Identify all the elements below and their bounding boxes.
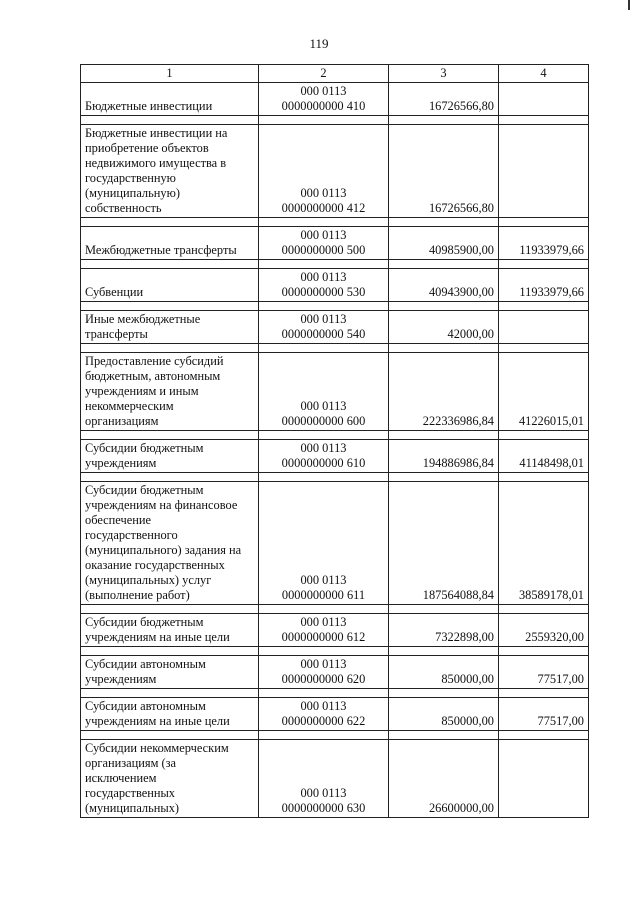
row-name: Бюджетные инвестиции на приобретение объектов недвижимого имущества в государственную (муниципальную) собственность	[81, 125, 259, 218]
spacer-cell	[499, 647, 589, 656]
spacer-cell	[499, 731, 589, 740]
row-value-col3: 187564088,84	[389, 482, 499, 605]
spacer-cell	[499, 431, 589, 440]
row-value-col3: 7322898,00	[389, 614, 499, 647]
spacer-cell	[81, 260, 259, 269]
row-name: Бюджетные инвестиции	[81, 83, 259, 116]
row-name: Субсидии бюджетным учреждениям на иные цели	[81, 614, 259, 647]
row-value-col4: 41226015,01	[499, 353, 589, 431]
spacer-cell	[499, 116, 589, 125]
spacer-cell	[259, 116, 389, 125]
spacer-cell	[499, 473, 589, 482]
spacer-cell	[389, 689, 499, 698]
spacer-cell	[81, 689, 259, 698]
table-row	[81, 656, 589, 689]
spacer-cell	[259, 473, 389, 482]
table-row	[81, 83, 589, 116]
spacer-cell	[499, 218, 589, 227]
row-value-col3: 850000,00	[389, 698, 499, 731]
row-spacer	[81, 605, 589, 614]
spacer-cell	[81, 605, 259, 614]
table-row	[81, 125, 589, 218]
spacer-cell	[389, 473, 499, 482]
row-code: 000 0113 0000000000 620	[259, 656, 389, 689]
spacer-cell	[389, 116, 499, 125]
row-code: 000 0113 0000000000 500	[259, 227, 389, 260]
spacer-cell	[499, 344, 589, 353]
row-value-col4	[499, 740, 589, 818]
table-row	[81, 311, 589, 344]
row-spacer	[81, 431, 589, 440]
spacer-cell	[389, 431, 499, 440]
spacer-cell	[389, 605, 499, 614]
column-header-4: 4	[499, 65, 589, 83]
row-spacer	[81, 689, 589, 698]
row-name: Межбюджетные трансферты	[81, 227, 259, 260]
budget-table	[80, 64, 589, 818]
spacer-cell	[81, 731, 259, 740]
row-value-col3: 16726566,80	[389, 83, 499, 116]
table-row	[81, 614, 589, 647]
row-name: Субсидии бюджетным учреждениям на финансовое обеспечение государственного (муниципального) задания на оказание государственных (муниципальных) услуг (выполнение работ)	[81, 482, 259, 605]
spacer-cell	[389, 647, 499, 656]
row-value-col4	[499, 125, 589, 218]
spacer-cell	[389, 218, 499, 227]
row-spacer	[81, 302, 589, 311]
spacer-cell	[259, 302, 389, 311]
row-name: Субсидии некоммерческим организациям (за исключением государственных (муниципальных)	[81, 740, 259, 818]
row-spacer	[81, 116, 589, 125]
table-body	[81, 83, 589, 818]
table-row	[81, 227, 589, 260]
row-value-col4: 11933979,66	[499, 269, 589, 302]
spacer-cell	[81, 473, 259, 482]
row-value-col3: 16726566,80	[389, 125, 499, 218]
spacer-cell	[499, 689, 589, 698]
column-header-1: 1	[81, 65, 259, 83]
row-value-col3: 850000,00	[389, 656, 499, 689]
spacer-cell	[389, 302, 499, 311]
column-header-3: 3	[389, 65, 499, 83]
row-spacer	[81, 260, 589, 269]
row-spacer	[81, 344, 589, 353]
row-value-col3: 222336986,84	[389, 353, 499, 431]
row-spacer	[81, 218, 589, 227]
row-value-col4: 41148498,01	[499, 440, 589, 473]
row-value-col3: 194886986,84	[389, 440, 499, 473]
table-row	[81, 698, 589, 731]
spacer-cell	[81, 302, 259, 311]
row-value-col4: 11933979,66	[499, 227, 589, 260]
row-spacer	[81, 647, 589, 656]
corner-mark	[628, 0, 630, 10]
row-value-col4: 2559320,00	[499, 614, 589, 647]
row-value-col3: 40943900,00	[389, 269, 499, 302]
spacer-cell	[259, 731, 389, 740]
spacer-cell	[81, 647, 259, 656]
spacer-cell	[259, 431, 389, 440]
row-code: 000 0113 0000000000 622	[259, 698, 389, 731]
spacer-cell	[259, 689, 389, 698]
table-row	[81, 353, 589, 431]
row-value-col4	[499, 83, 589, 116]
row-value-col4	[499, 311, 589, 344]
table-row	[81, 740, 589, 818]
row-code: 000 0113 0000000000 630	[259, 740, 389, 818]
spacer-cell	[259, 344, 389, 353]
spacer-cell	[499, 302, 589, 311]
row-value-col3: 40985900,00	[389, 227, 499, 260]
spacer-cell	[389, 344, 499, 353]
row-value-col4: 38589178,01	[499, 482, 589, 605]
row-spacer	[81, 473, 589, 482]
table-row	[81, 482, 589, 605]
row-name: Субсидии автономным учреждениям на иные цели	[81, 698, 259, 731]
row-value-col3: 42000,00	[389, 311, 499, 344]
spacer-cell	[81, 116, 259, 125]
column-header-2: 2	[259, 65, 389, 83]
spacer-cell	[389, 260, 499, 269]
spacer-cell	[259, 647, 389, 656]
spacer-cell	[81, 344, 259, 353]
row-name: Иные межбюджетные трансферты	[81, 311, 259, 344]
row-spacer	[81, 731, 589, 740]
page-number: 119	[309, 36, 329, 51]
row-code: 000 0113 0000000000 530	[259, 269, 389, 302]
row-code: 000 0113 0000000000 410	[259, 83, 389, 116]
row-name: Субсидии бюджетным учреждениям	[81, 440, 259, 473]
row-code: 000 0113 0000000000 611	[259, 482, 389, 605]
spacer-cell	[499, 260, 589, 269]
spacer-cell	[259, 605, 389, 614]
row-code: 000 0113 0000000000 540	[259, 311, 389, 344]
table-row	[81, 269, 589, 302]
row-code: 000 0113 0000000000 412	[259, 125, 389, 218]
table-row	[81, 440, 589, 473]
row-value-col4: 77517,00	[499, 698, 589, 731]
row-name: Предоставление субсидий бюджетным, автономным учреждениям и иным некоммерческим организациям	[81, 353, 259, 431]
spacer-cell	[81, 431, 259, 440]
row-value-col4: 77517,00	[499, 656, 589, 689]
row-name: Субсидии автономным учреждениям	[81, 656, 259, 689]
row-code: 000 0113 0000000000 612	[259, 614, 389, 647]
spacer-cell	[259, 218, 389, 227]
spacer-cell	[389, 731, 499, 740]
spacer-cell	[499, 605, 589, 614]
row-value-col3: 26600000,00	[389, 740, 499, 818]
table-header-row	[81, 65, 589, 83]
spacer-cell	[259, 260, 389, 269]
row-name: Субвенции	[81, 269, 259, 302]
spacer-cell	[81, 218, 259, 227]
row-code: 000 0113 0000000000 610	[259, 440, 389, 473]
row-code: 000 0113 0000000000 600	[259, 353, 389, 431]
